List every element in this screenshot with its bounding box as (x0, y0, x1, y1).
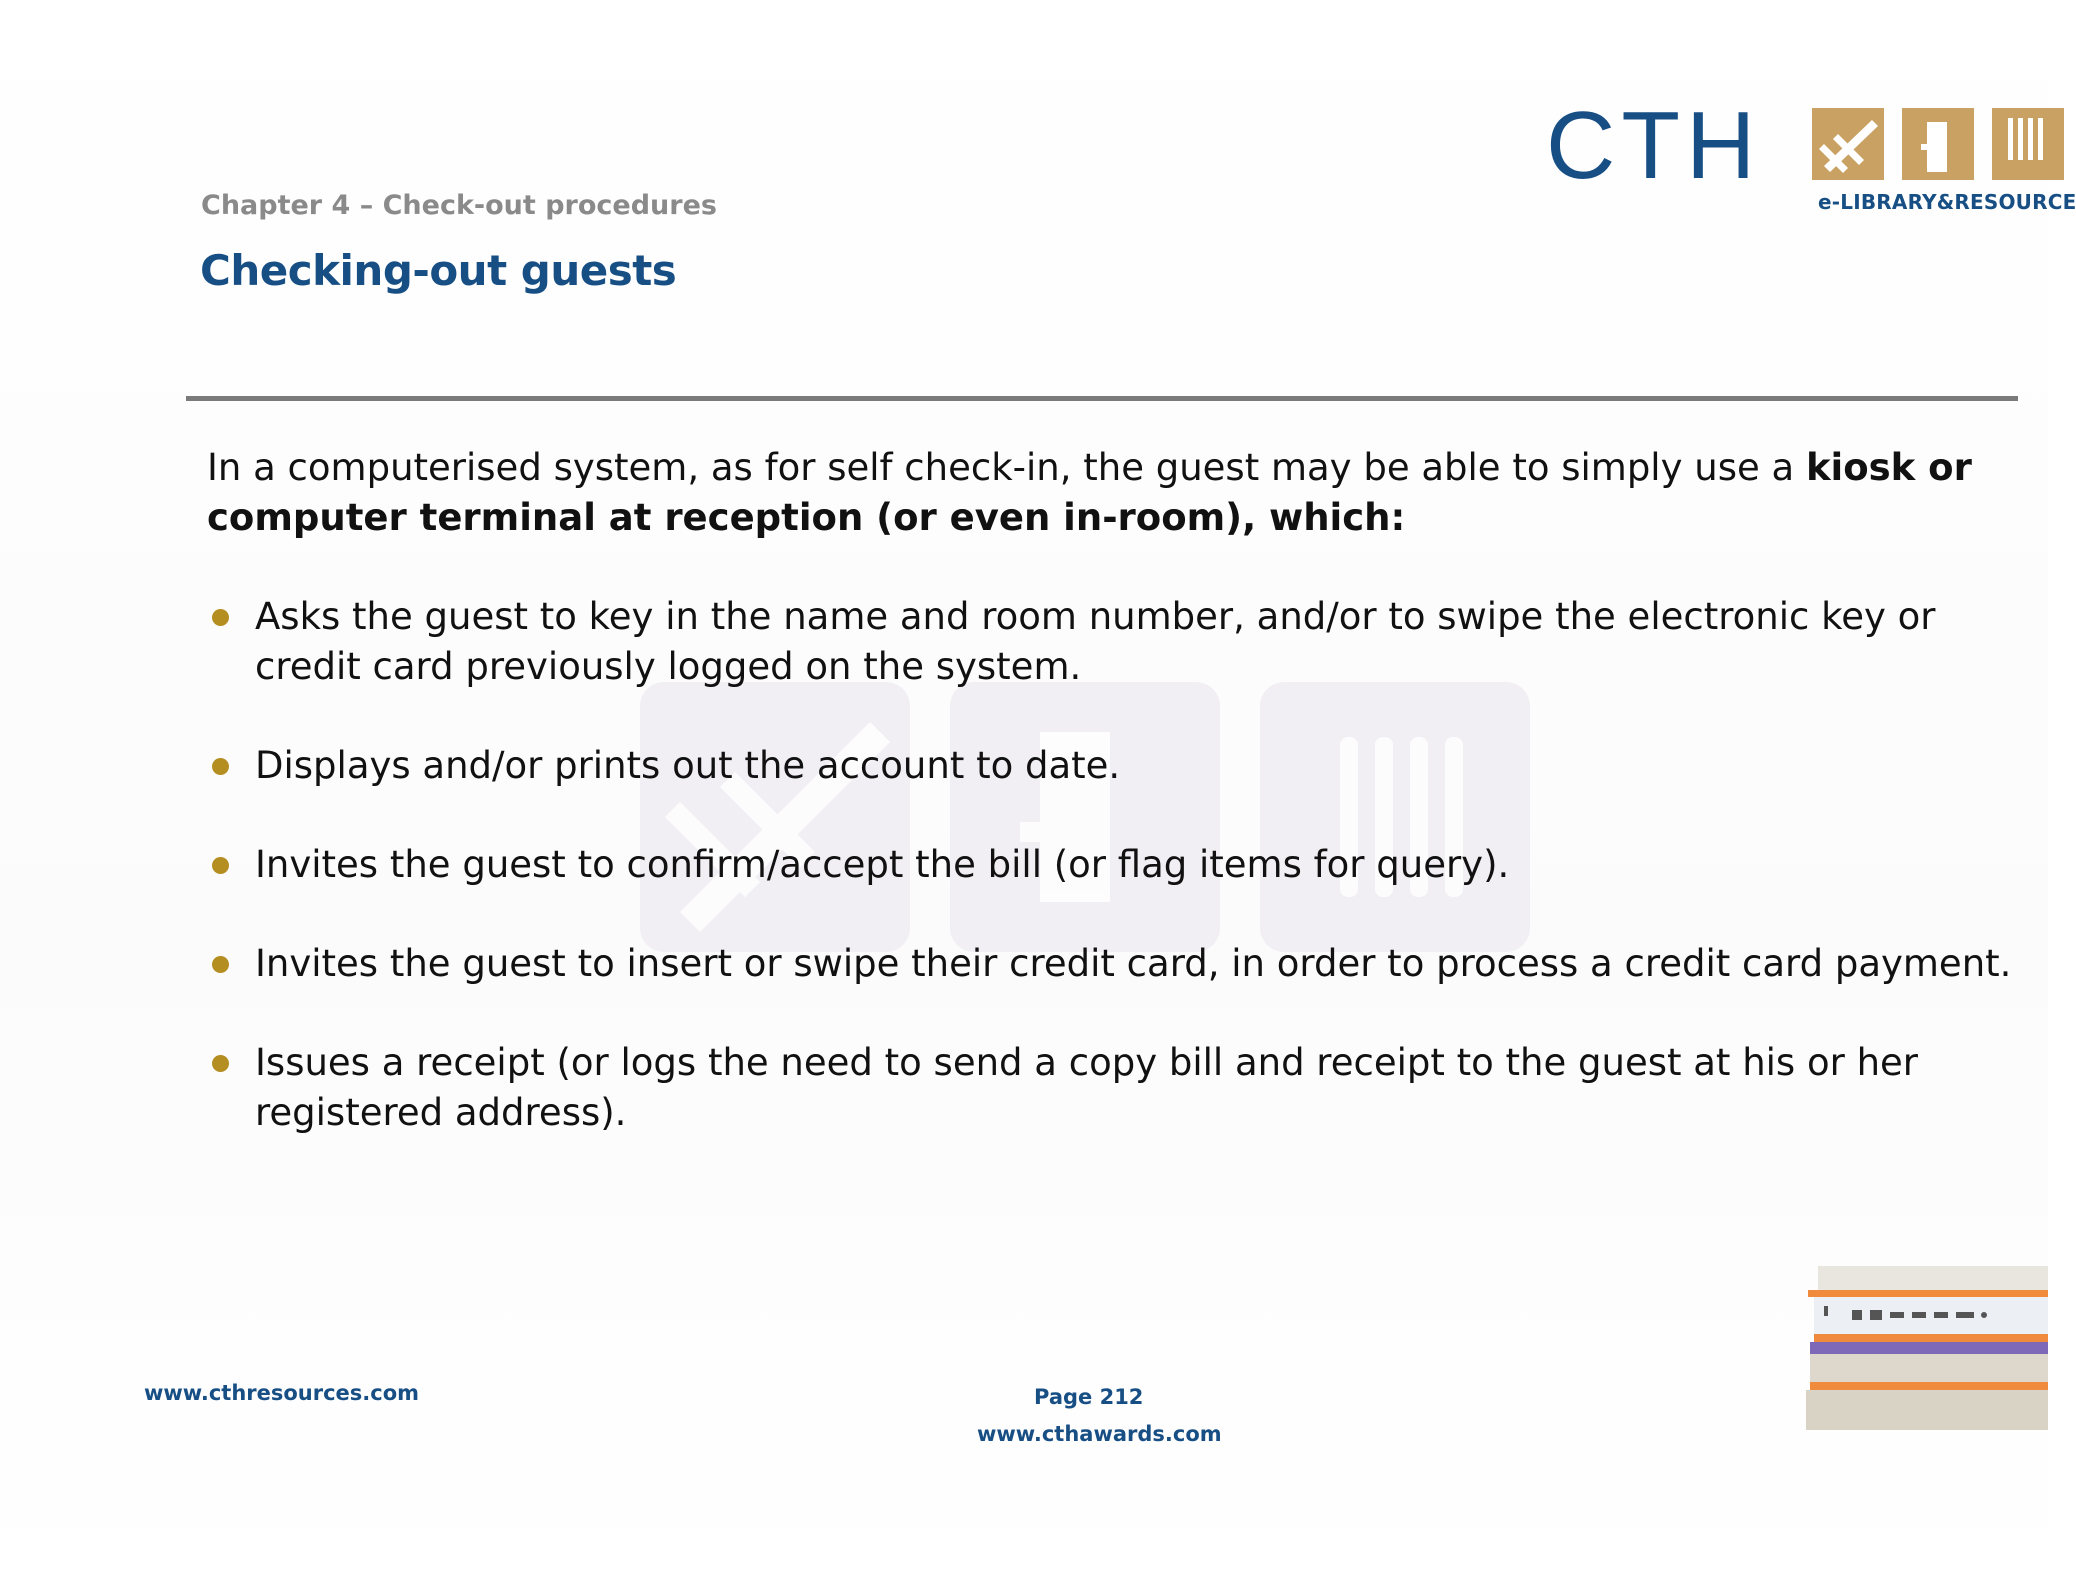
list-item (207, 741, 2027, 791)
page-title: Checking-out guests (200, 246, 677, 295)
footer-awards-link[interactable]: www.cthawards.com (977, 1422, 1222, 1446)
bullet-dot-icon (212, 956, 229, 973)
chapter-heading: Chapter 4 – Check-out procedures (201, 190, 717, 221)
list-item (207, 840, 2027, 890)
books-image (1800, 1262, 2048, 1432)
bullet-list (207, 592, 2027, 1187)
list-item (207, 592, 2027, 692)
intro-text: In a computerised system, as for self check-in, the guest may be able to simply use a (207, 446, 1806, 489)
list-item (207, 1038, 2027, 1138)
list-item-text: Asks the guest to key in the name and room number, and/or to swipe the electronic key or credit card previously logged on the system. (255, 595, 1936, 688)
list-item (207, 939, 2027, 989)
logo-subtitle: e-LIBRARY&RESOURCE (1818, 190, 2076, 214)
list-item-text: Invites the guest to insert or swipe their credit card, in order to process a credit card payment. (255, 942, 2012, 985)
list-item-text: Invites the guest to confirm/accept the bill (or flag items for query). (255, 843, 1510, 886)
logo-text: CTH (1546, 92, 1762, 199)
bullet-dot-icon (212, 758, 229, 775)
page-number: Page 212 (1034, 1385, 1144, 1409)
bullet-dot-icon (212, 1055, 229, 1072)
footer-resources-link[interactable]: www.cthresources.com (144, 1381, 420, 1405)
plane-icon (1812, 108, 1884, 180)
fork-icon (1992, 108, 2064, 180)
bullet-dot-icon (212, 857, 229, 874)
header-divider (186, 396, 2018, 401)
intro-bold-text: kiosk or computer terminal at reception (or even in-room), which: (207, 446, 1972, 539)
bullet-dot-icon (212, 609, 229, 626)
building-icon (1902, 108, 1974, 180)
list-item-text: Issues a receipt (or logs the need to send a copy bill and receipt to the guest at his or her registered address). (255, 1041, 1918, 1134)
list-item-text: Displays and/or prints out the account to date. (255, 744, 1121, 787)
intro-paragraph (207, 443, 2027, 543)
